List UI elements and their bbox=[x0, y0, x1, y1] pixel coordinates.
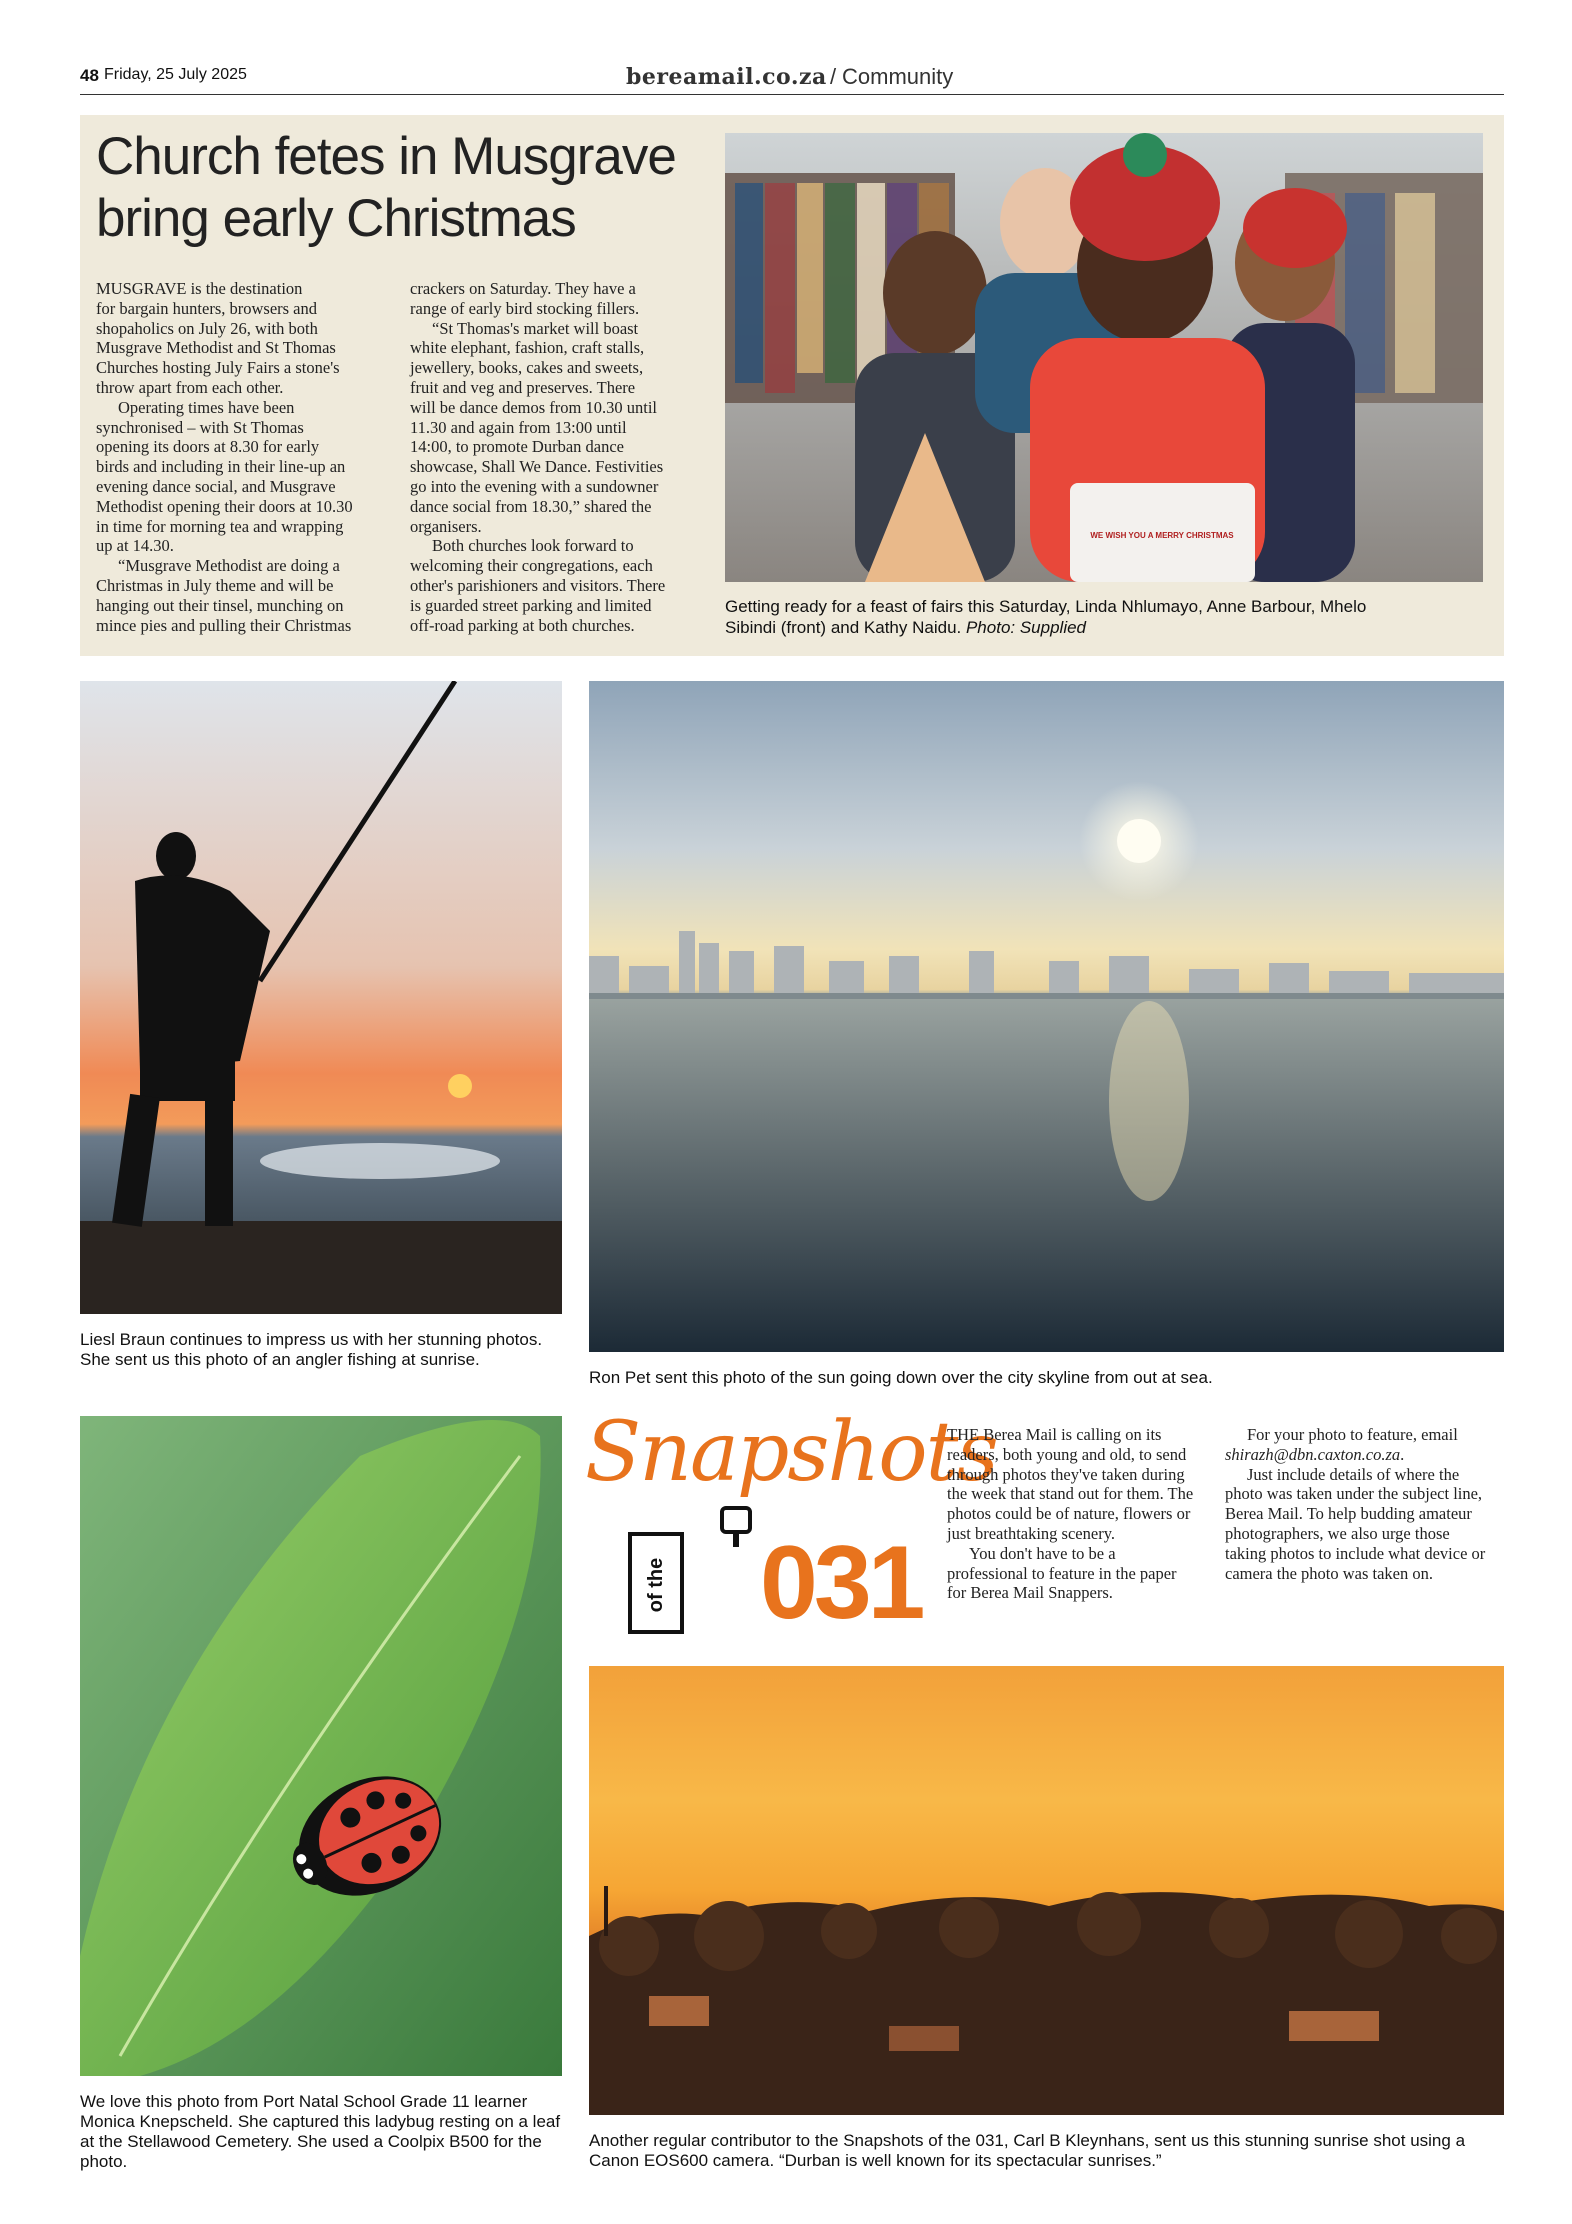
text-line: Operating times have been bbox=[118, 397, 295, 417]
snapshots-paragraph-3 bbox=[1225, 1425, 1490, 1465]
text-line: is guarded street parking and limited bbox=[410, 595, 652, 615]
ladybug-photo bbox=[80, 1416, 562, 2076]
skyline-caption: Ron Pet sent this photo of the sun going down over the city skyline from out at sea. bbox=[589, 1368, 1213, 1387]
snapshots-paragraph-4: Just include details of where the photo was taken under the subject line, Berea Mail. To help budding amateur photographers, we also urge those taking photos to include what device or camera the photo was taken on. bbox=[1225, 1464, 1486, 1583]
text: . bbox=[1400, 1444, 1405, 1464]
text-line: 11.30 and again from 13:00 until bbox=[410, 417, 627, 437]
text-line: synchronised – with St Thomas bbox=[96, 417, 304, 437]
text-line: opening its doors at 8.30 for early bbox=[96, 437, 320, 457]
camera-stem-icon bbox=[733, 1533, 739, 1547]
photo-credit: Photo: Supplied bbox=[965, 618, 1087, 637]
angler-caption: Liesl Braun continues to impress us with her stunning photos. She sent us this photo of an angler fishing at sunrise. bbox=[80, 1330, 543, 1369]
snapshots-column-2 bbox=[1225, 1425, 1490, 1583]
headline-line-2: bring early Christmas bbox=[96, 189, 576, 248]
text-line: “Musgrave Methodist are doing a bbox=[118, 556, 340, 576]
caption-line-1: Getting ready for a feast of fairs this Saturday, Linda Nhlumayo, Anne Barbour, Mhelo bbox=[725, 597, 1367, 616]
story-paragraph-3-continued bbox=[410, 279, 702, 319]
text-line: up at 14.30. bbox=[96, 536, 174, 556]
church-fete-photo-art bbox=[725, 133, 1483, 582]
sunrise-caption: Another regular contributor to the Snapshots of the 031, Carl B Kleynhans, sent us this stunning sunrise shot using a Canon EOS600 camera. “Durban is well known for its spectacular sunrises.” bbox=[589, 2131, 1466, 2170]
angler-photo bbox=[80, 681, 562, 1314]
snapshots-paragraph-1: THE Berea Mail is calling on its readers, both young and old, to send through photos they've taken during the week that stand out for them. The photos could be of nature, flowers or just breathtaking scenery. bbox=[947, 1425, 1194, 1543]
snapshots-logo-script: Snapshots bbox=[585, 1405, 997, 1500]
angler-photo-art bbox=[80, 681, 562, 1314]
text-line: for bargain hunters, browsers and bbox=[96, 298, 318, 318]
skyline-photo bbox=[589, 681, 1504, 1352]
text-line: Both churches look forward to bbox=[432, 536, 634, 556]
logo-of-the bbox=[632, 1545, 680, 1623]
masthead-separator: / bbox=[830, 64, 837, 89]
church-story-column-2 bbox=[410, 279, 702, 635]
headline-line-1: Church fetes in Musgrave bbox=[96, 127, 676, 186]
church-photo-caption bbox=[725, 596, 1487, 638]
text-line: jewellery, books, cakes and sweets, bbox=[410, 358, 644, 378]
text-line: will be dance demos from 10.30 until bbox=[410, 397, 657, 417]
text-line: Musgrave Methodist and St Thomas bbox=[96, 338, 336, 358]
text-line: MUSGRAVE is the destination bbox=[96, 279, 303, 298]
caption-line-2: Sibindi (front) and Kathy Naidu. bbox=[725, 618, 966, 637]
text-line: Churches hosting July Fairs a stone's bbox=[96, 358, 340, 378]
church-headline bbox=[96, 126, 696, 250]
text-line: dance social from 18.30,” shared the bbox=[410, 496, 652, 516]
text-line: crackers on Saturday. They have a bbox=[410, 279, 636, 298]
contact-email-link[interactable]: shirazh@dbn.caxton.co.za bbox=[1225, 1444, 1401, 1464]
text-line: “St Thomas's market will boast bbox=[432, 318, 639, 338]
text-line: throw apart from each other. bbox=[96, 377, 284, 397]
issue-date: Friday, 25 July 2025 bbox=[104, 66, 247, 83]
page-number: 48 bbox=[80, 66, 99, 85]
sunrise-photo bbox=[589, 1666, 1504, 2115]
story-paragraph-2 bbox=[96, 398, 388, 556]
section-name: Community bbox=[842, 64, 954, 89]
text-line: organisers. bbox=[410, 516, 482, 536]
text-line: mince pies and pulling their Christmas bbox=[96, 615, 352, 635]
text-line: hanging out their tinsel, munching on bbox=[96, 595, 344, 615]
story-paragraph-4 bbox=[410, 319, 702, 537]
text-line: welcoming their congregations, each bbox=[410, 556, 653, 576]
text-line: evening dance social, and Musgrave bbox=[96, 476, 336, 496]
text-line: in time for morning tea and wrapping bbox=[96, 516, 344, 536]
text-line: birds and including in their line-up an bbox=[96, 457, 346, 477]
plate-text: WE WISH YOU A MERRY CHRISTMAS bbox=[1090, 531, 1234, 540]
text-line: off-road parking at both churches. bbox=[410, 615, 635, 635]
text-line: showcase, Shall We Dance. Festivities bbox=[410, 457, 664, 477]
skyline-photo-art bbox=[589, 681, 1504, 1352]
text-line: fruit and veg and preserves. There bbox=[410, 377, 636, 397]
text-line: white elephant, fashion, craft stalls, bbox=[410, 338, 645, 358]
text-line: Methodist opening their doors at 10.30 bbox=[96, 496, 353, 516]
text-line: go into the evening with a sundowner bbox=[410, 476, 659, 496]
snapshots-paragraph-2: You don't have to be a professional to feature in the paper for Berea Mail Snappers. bbox=[947, 1543, 1177, 1603]
story-paragraph-1 bbox=[96, 279, 388, 398]
text-line: Christmas in July theme and will be bbox=[96, 575, 334, 595]
text-line: range of early bird stocking fillers. bbox=[410, 298, 640, 318]
text: For your photo to feature, email bbox=[1247, 1425, 1458, 1444]
text-line: shopaholics on July 26, with both bbox=[96, 318, 318, 338]
header-rule bbox=[80, 94, 1504, 95]
story-paragraph-3 bbox=[96, 556, 388, 635]
church-story-column-1 bbox=[96, 279, 388, 635]
text-line: 14:00, to promote Durban dance bbox=[410, 437, 624, 457]
camera-knob-icon bbox=[720, 1506, 752, 1534]
masthead-site[interactable]: bereamail.co.za bbox=[626, 64, 827, 90]
ladybug-photo-art bbox=[80, 1416, 562, 2076]
logo-number: 031 bbox=[760, 1525, 922, 1641]
story-paragraph-5 bbox=[410, 536, 702, 635]
text-line: other's parishioners and visitors. There bbox=[410, 575, 666, 595]
snapshots-column-1 bbox=[947, 1425, 1195, 1603]
ladybug-caption: We love this photo from Port Natal School Grade 11 learner Monica Knepscheld. She captured this ladybug resting on a leaf at the Stellawood Cemetery. She used a Coolpix B500 for the photo. bbox=[80, 2092, 561, 2171]
sunrise-photo-art bbox=[589, 1666, 1504, 2115]
logo-of-the-text: of the bbox=[645, 1557, 667, 1613]
church-fete-photo bbox=[725, 133, 1483, 582]
